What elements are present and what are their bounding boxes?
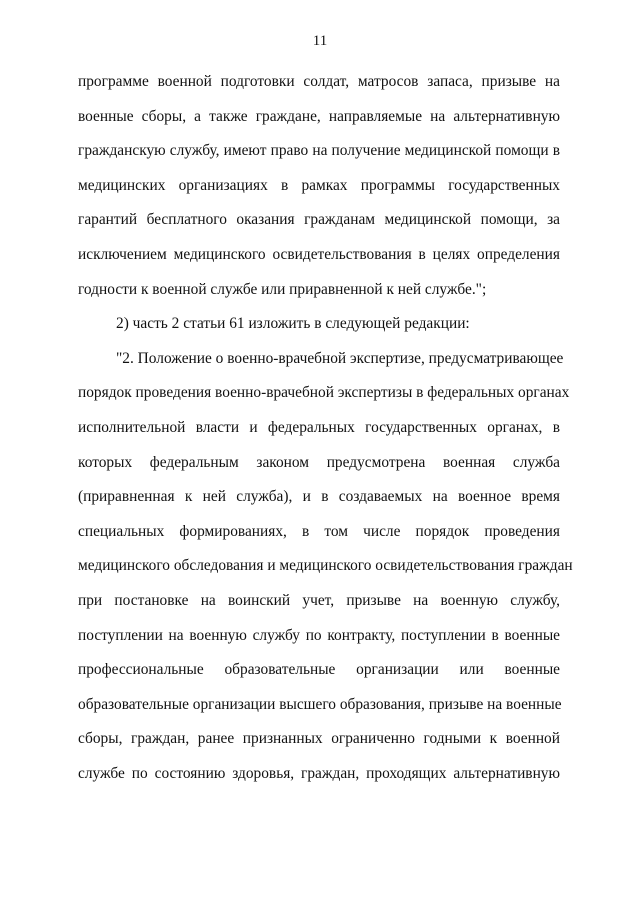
text-line: образовательные организации высшего образования, призыве на военные [78,695,562,713]
text-line: 2) часть 2 статьи 61 изложить в следующей редакции: [116,315,470,333]
text-line: медицинского обследования и медицинского освидетельствования граждан [78,557,573,575]
text-line: специальных формированиях, в том числе порядок проведения [78,522,560,540]
text-line: поступлении на военную службу по контракту, поступлении в военные [78,626,560,644]
document-body [78,71,573,797]
text-line: которых федеральным законом предусмотрена военная служба [78,453,560,471]
text-line: (приравненная к ней служба), и в создаваемых на военное время [78,488,560,506]
text-line: военные сборы, а также граждане, направляемые на альтернативную [78,107,560,125]
text-line: гражданскую службу, имеют право на получение медицинской помощи в [78,142,560,160]
text-line: при постановке на воинский учет, призыве на военную службу, [78,591,560,609]
paragraph [78,348,573,798]
text-line: сборы, граждан, ранее признанных ограниченно годными к военной [78,730,560,748]
text-line: годности к военной службе или приравненной к ней службе."; [78,280,487,298]
text-line: программе военной подготовки солдат, матросов запаса, призыве на [78,73,560,90]
page-number: 11 [312,33,328,49]
text-line: медицинских организациях в рамках программы государственных [78,176,560,194]
text-line: исполнительной власти и федеральных государственных органах, в [78,418,560,436]
text-line: службе по состоянию здоровья, граждан, проходящих альтернативную [78,764,560,782]
text-line: порядок проведения военно-врачебной экспертизы в федеральных органах [78,384,570,402]
text-line: профессиональные образовательные организации или военные [78,661,560,679]
text-line: исключением медицинского освидетельствования в целях определения [78,245,560,263]
paragraph [78,71,560,313]
paragraph [78,313,560,348]
text-line: "2. Положение о военно-врачебной экспертизе, предусматривающее [116,349,564,367]
text-line: гарантий бесплатного оказания гражданам медицинской помощи, за [78,211,560,229]
